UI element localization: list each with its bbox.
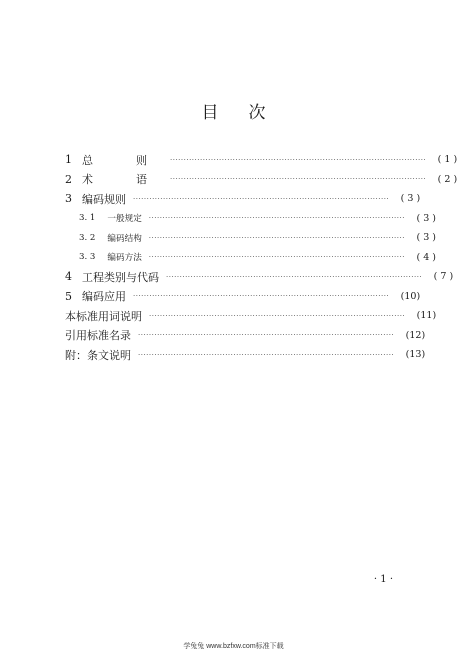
toc-label: 附：条文说明 bbox=[65, 348, 131, 362]
toc-label: 编码规则 bbox=[82, 192, 126, 206]
toc-label: 一般规定 bbox=[107, 214, 142, 225]
toc-label: 总 则 bbox=[82, 153, 163, 167]
toc-label: 术 语 bbox=[82, 173, 163, 187]
toc-number: 3 bbox=[65, 192, 72, 206]
page-title-char: 次 bbox=[248, 103, 266, 123]
leader-dots: ······························································································ bbox=[149, 311, 406, 320]
toc-number: 1 bbox=[65, 153, 72, 167]
toc-entry-explanation[interactable] bbox=[65, 345, 426, 365]
leader-dots: ······························································································ bbox=[170, 175, 427, 184]
toc-entry-3-1[interactable] bbox=[65, 209, 436, 229]
toc-page: ( 3 ) bbox=[416, 232, 436, 244]
leader-dots: ······························································································ bbox=[148, 233, 405, 242]
page-title-char: 目 bbox=[201, 103, 219, 123]
toc-page: (13) bbox=[405, 349, 426, 361]
toc-label: 本标准用词说明 bbox=[65, 309, 142, 323]
leader-dots: ······························································································ bbox=[148, 253, 405, 262]
toc-label: 编码结构 bbox=[107, 233, 142, 244]
toc-page: ( 7 ) bbox=[433, 271, 454, 283]
toc-page: (12) bbox=[405, 329, 426, 341]
toc-entry-references[interactable] bbox=[65, 326, 426, 346]
toc-entry-3-3[interactable] bbox=[65, 248, 436, 268]
toc-label: 工程类别与代码 bbox=[82, 270, 159, 284]
leader-dots: ······························································································ bbox=[133, 194, 390, 203]
toc-label: 引用标准名录 bbox=[65, 329, 131, 343]
toc-number: 3. 1 bbox=[79, 213, 96, 224]
table-of-contents bbox=[65, 150, 458, 365]
toc-entry-3[interactable] bbox=[65, 189, 421, 209]
toc-entry-1[interactable] bbox=[65, 150, 458, 170]
toc-number: 2 bbox=[65, 172, 72, 186]
leader-dots: ······························································································ bbox=[148, 214, 405, 223]
leader-dots: ······························································································ bbox=[133, 292, 390, 301]
toc-entry-4[interactable] bbox=[65, 267, 454, 287]
toc-page: ( 3 ) bbox=[416, 212, 436, 224]
footer-watermark: 学兔兔 www.bzfxw.com标准下载 bbox=[183, 643, 284, 650]
toc-label: 编码方法 bbox=[107, 253, 142, 264]
toc-number: 3. 2 bbox=[79, 232, 96, 243]
toc-entry-5[interactable] bbox=[65, 287, 421, 307]
leader-dots: ······························································································ bbox=[170, 155, 427, 164]
page-title bbox=[0, 98, 467, 123]
leader-dots: ······························································································ bbox=[166, 272, 423, 281]
toc-page: (11) bbox=[416, 310, 437, 322]
toc-number: 5 bbox=[65, 289, 72, 303]
leader-dots: ······························································································ bbox=[138, 331, 395, 340]
toc-entry-wording[interactable] bbox=[65, 306, 437, 326]
leader-dots: ······························································································ bbox=[138, 350, 395, 359]
toc-page: (10) bbox=[400, 290, 421, 302]
toc-page: ( 3 ) bbox=[400, 193, 421, 205]
toc-page: ( 2 ) bbox=[437, 173, 458, 185]
toc-page: ( 4 ) bbox=[416, 251, 436, 263]
toc-number: 3. 3 bbox=[79, 252, 96, 263]
toc-page: ( 1 ) bbox=[437, 154, 458, 166]
toc-entry-3-2[interactable] bbox=[65, 228, 436, 248]
toc-label: 编码应用 bbox=[82, 290, 126, 304]
toc-entry-2[interactable] bbox=[65, 170, 458, 190]
page-number: · 1 · bbox=[373, 574, 393, 585]
toc-number: 4 bbox=[65, 270, 72, 284]
